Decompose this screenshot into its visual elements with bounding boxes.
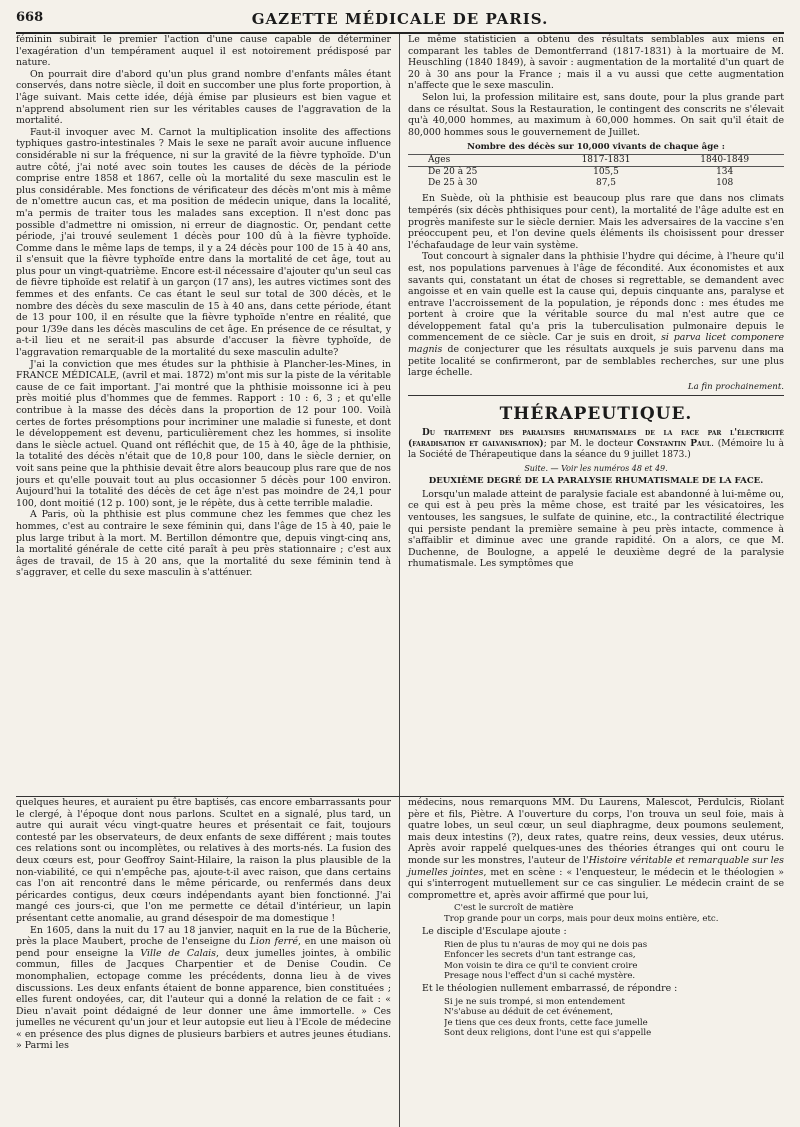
table-header-cell: 1840-1849 <box>700 155 750 166</box>
table-row <box>408 178 784 189</box>
lower-left-column <box>16 797 400 1127</box>
paragraph: Lorsqu'un malade atteint de paralysie faciale est abandonné à lui-même ou, ce qui est à peu près la même chose, est traité par les vésicatoires, les ventouses, les sangsues, le sulfate de quinine, etc., la contractilité électrique qui persiste pendant la première semaine à peu près intacte, commence à s'affaiblir et diminue avec une grande rapidité. On a alors, ce que M. Duchenne, de Boulogne, a appelé le deuxième degré de la paralysie rhumatismale. Les symptômes que <box>408 488 784 570</box>
text-run: , en une maison où pend pour enseigne la <box>16 936 392 959</box>
article-title <box>408 428 784 461</box>
paragraph: féminin subirait le premier l'action d'une cause capable de déterminer l'exagération d'un tempérament auquel il est notoirement prédisposé par nature. <box>16 34 391 69</box>
page-number: 668 <box>16 10 44 25</box>
paragraph: Faut-il invoquer avec M. Carnot la multiplication insolite des affections typhiques gastro-intestinales ? Mais le sexe ne paraît avoir aucune influence considérable ni sur la fréquence, ni sur la gravité de la fièvre typhoïde. D'un autre côté, j'ai noté avec soin toutes les causes de décès de la période comprise entre 1858 et 1867, celle où la mortalité du sexe masculin est le plus considérable. Mes fonctions de vérificateur des décès m'ont mis à même de n'omettre aucun cas, et ma position de médecin unique, dans la localité, m'a permis de traiter tous les malades sans exception. Il n'est donc pas possible d'admettre ni omission, ni erreur de diagnostic. Or, pendant cette période, j'ai trouvé seulement 1 décès pour 100 dû à la fièvre typhoïde. Comme dans le même laps de temps, il y a 24 décès pour 100 de 15 à 40 ans, il s'ensuit que la fièvre typhoïde entre dans la mortalité de cet âge, tout au plus pour un vingt-quatrième. Encore est-il nécessaire d'ajouter qu'un seul cas de fièvre tiphoïde est relatif à un garçon (17 ans), les autres victimes sont des femmes et des enfants. Ce cas étant le seul sur total de 300 décès, et le nombre des décès du sexe masculin de 15 à 40 ans, dans cette période, étant de 13 pour 100, il en résulte que la fièvre typhoïde n'entre en réalité, que pour 1/39e dans les décès masculins de cet âge. En présence de ce résultat, y a-t-il lieu et ne serait-il pas absurde d'accuser la fièvre typhoïde, de l'aggravation remarquable de la mortalité du sexe masculin adulte? <box>16 126 392 359</box>
subheading: DEUXIÈME DEGRÉ DE LA PARALYSIE RHUMATISMALE DE LA FACE. <box>428 475 764 486</box>
table-header-cell: 1817-1831 <box>581 155 631 166</box>
text-run: , met en scène : « l'enquesteur, le médecin et le théologien » qui s'interrogent mutuellement sur ce cas singulier. Le médecin craint de se compromettre et, après avoir affirmé que pour lui, <box>408 866 784 901</box>
latin-quote: si parva licet componere magnis <box>408 332 784 356</box>
sign-name: Lion ferré <box>249 936 299 948</box>
upper-left-column <box>16 34 400 796</box>
paragraph: En Suède, où la phthisie est beaucoup plus rare que dans nos climats tempérés (six décès phthisiques pour cent), la mortalité de l'âge adulte est en progrès manifeste sur le siècle dernier. Mais les adversaires de la vaccine s'en préoccupent peu, et l'on devine quels éléments ils choisissent pour dresser l'échafaudage de leur vain système. <box>408 193 784 251</box>
verse-line: Enfoncer les secrets d'un tant estrange cas, <box>444 950 636 961</box>
text-run: J'ai la conviction que mes études sur la phthisie à Plancher-les-Mines, in <box>30 358 391 370</box>
journal-reference: FRANCE MÉDICALE <box>16 370 117 382</box>
book-title: Histoire véritable et remarquable sur les jumelles jointes <box>408 854 784 878</box>
lower-right-column <box>400 797 784 1127</box>
table-cell: De 20 à 25 <box>428 167 478 178</box>
upper-section <box>16 34 784 797</box>
text-run: médecins, nous remarquons MM. Du Laurens, Malescot, Perdulcis, Riolant père et fils, Piètre. A l'ouverture du corps, l'on trouva un seul foie, mais à quatre lobes, un seul cœur, un seul diaphragme, deux poumons seulement, mais deux intestins (?), deux rates, quatre reins, deux vessies, deux utérus. Après avoir rappelé quelques-unes des théories étranges qui ont couru le monde sur les monstres, l'auteur de l' <box>408 797 784 866</box>
text-run: de conjecturer que les résultats auxquels je suis parvenu dans ma petite localité se confirmeront, par de semblables recherches, sur une plus large échelle. <box>408 344 784 379</box>
verse-block <box>444 997 784 1039</box>
sign-name: Ville de Calais <box>140 947 216 959</box>
table-row <box>408 167 784 178</box>
verse-line: Mon voisin te dira ce qu'il te convient croire <box>444 960 638 971</box>
text-run: . (Mémoire lu à la Société de Thérapeutique dans la séance du 9 juillet 1873.) <box>408 438 784 460</box>
table-header-row <box>408 155 784 167</box>
verse-line: Trop grande pour un corps, mais pour deux moins entière, etc. <box>444 913 719 924</box>
author-name: Constantin Paul <box>636 438 712 449</box>
table-caption: Nombre des décès sur 10,000 vivants de chaque âge : <box>408 142 784 155</box>
paragraph: Le disciple d'Esculape ajoute : <box>422 926 567 938</box>
text-run: , deux jumelles jointes, à ombilic commun, filles de Jacques Charpentier et de Denise Coudin. Ce monomphalien, ectopage comme les précédents, donna lieu à de vives discussions. Les deux enfants étaient de bonne apparence, bien constituées ; elles furent ondoyées, car, dit l'auteur qui a donné la relation de ce fait : « Dieu n'avait point dédaigné de leur donner une âme immortelle. » Ces jumelles ne vécurent qu'un jour et leur autopsie eut lieu à l'Ecole de médecine « en présence des plus dignes de plusieurs barbiers et autres jeunes étudians. » Parmi les <box>16 947 392 1052</box>
verse-line: Rien de plus tu n'auras de moy qui ne dois pas <box>444 939 648 950</box>
paragraph <box>16 925 391 1053</box>
verse-block <box>444 903 784 924</box>
paragraph <box>408 251 784 379</box>
table-header-cell: Ages <box>428 155 451 166</box>
verse-line: Sont deux religions, dont l'une est qui s'appelle <box>444 1028 652 1039</box>
journal-title: GAZETTE MÉDICALE DE PARIS. <box>251 10 549 28</box>
text-run: ; par M. le docteur <box>543 438 637 449</box>
paragraph: quelques heures, et auraient pu être baptisés, cas encore embarrassants pour le clergé, à l'époque dont nous parlons. Scultet en a signalé, plus tard, un autre qui aurait vécu vingt-quatre heures et présentait ce fait, toujours contesté par les observateurs, de deux enfants de sexe différent ; mais toutes ces relations sont ou incomplètes, ou relatives à des morts-nés. La fusion des deux cœurs est, pour Geoffroy Saint-Hilaire, la raison la plus plausible de la non-viabilité, ce qui n'empêche pas, ajoute-t-il avec raison, que dans certains cas l'on ait rencontré dans le même péricarde, ou renfermés dans deux péricardes contigus, deux cœurs indépendants ayant bien fonctionné. J'ai mangé ces jours-ci, que l'on me permette ce détail d'intérieur, un lapin présentant cette anomalie, au grand désespoir de ma domestique ! <box>16 797 391 924</box>
table-cell: De 25 à 30 <box>428 178 478 189</box>
verse-line: C'est le surcroît de matière <box>454 903 574 914</box>
text-run: En 1605, dans la nuit du 17 au 18 janvier, naquit en la rue de la Bûcherie, près la place Maubert, proche de l'enseigne du <box>16 924 391 948</box>
paragraph: A Paris, où la phthisie est plus commune chez les femmes que chez les hommes, c'est au contraire le sexe féminin qui, dans l'âge de 15 à 40, paie le plus large tribut à la mort. M. Bertillon démontre que, depuis vingt-cinq ans, la mortalité générale de cette cité paraît à peu près stationnaire ; c'est aux âges de travail, de 15 à 20 ans, que la mortalité du sexe féminin tend à s'aggraver, et celle du sexe masculin à s'atténuer. <box>16 509 391 579</box>
article-title-main: Du traitement des paralysies rhumatismales de la face par l'électricité (faradisation et galvanisation) <box>408 427 784 449</box>
table-cell: 134 <box>716 167 734 178</box>
table-cell: 108 <box>716 178 734 189</box>
lower-section <box>16 797 784 1127</box>
mortality-table <box>408 142 784 189</box>
text-run: Tout concourt à signaler dans la phthisie l'hydre qui décime, à l'heure qu'il est, nos populations parvenues à l'âge de fécondité. Aux économistes et aux savants qui, constatant un état de choses si regrettable, se demandent avec angoisse et en vain quelle est la cause qui, depuis cinquante ans, paralyse et entrave l'accroissement de la population, je réponds donc : mes études me portent à croire que la véritable source du mal n'est autre que ce développement fatal qu'a pris la tuberculisation pulmonaire depuis le commencement de ce siècle. Car je suis en droit, <box>408 251 784 344</box>
paragraph: On pourrait dire d'abord qu'un plus grand nombre d'enfants mâles étant conservés, dans notre siècle, il doit en succomber une plus forte proportion, à l'âge suivant. Mais cette idée, déjà émise par plusieurs est bien vague et n'apprend absolument rien sur les véritables causes de l'aggravation de la mortalité. <box>16 68 391 127</box>
verse-line: Je tiens que ces deux fronts, cette face jumelle <box>444 1017 648 1028</box>
continuation-note: Suite. — Voir les numéros 48 et 49. <box>524 463 668 473</box>
paragraph: Et le théologien nullement embarrassé, de répondre : <box>422 983 678 995</box>
to-be-continued: La fin prochainement. <box>408 382 784 396</box>
paragraph: Selon lui, la profession militaire est, sans doute, pour la plus grande part dans ce résultat. Sous la Restauration, le contingent des conscrits ne s'élevait qu'à 40,000 hommes, au maximum à 60,000 hommes. On sait qu'il était de 80,000 hommes sous le gouvernement de Juillet. <box>408 91 784 138</box>
verse-block <box>444 940 784 982</box>
text-run: , (avril et mai. 1872) m'ont mis sur la piste de la véritable cause de ce fait important. J'ai montré que la phthisie moissonne ici à peu près moitié plus d'hommes que de femmes. Rapport : 10 : 6, 3 ; et qu'elle contribue à la masse des décès dans la proportion de 12 pour 100. Voilà certes de fortes présomptions pour incriminer une maladie si funeste, et dont le développement est devenu, particulièrement chez les hommes, si insolite dans le siècle actuel. Quand ont réfléchit que, de 15 à 40, âge de la phthisie, la totalité des décès n'était que de 10,8 pour 100, dans le siècle dernier, on voit sans peine que la phthisie devait être alors beaucoup plus rare que de nos jours et qu'elle pouvait tout au plus occasionner 5 décès pour 100 environ. Aujourd'hui la totalité des décès de cet âge n'est pas moindre de 24,1 pour 100, dont moitié (12 p. 100) sont, je le répète, dus à cette terrible maladie. <box>16 370 391 509</box>
paragraph: Le même statisticien a obtenu des résultats semblables aux miens en comparant les tables de Demontferrand (1817-1831) à la mortuaire de M. Heuschling (1840 1849), à savoir : augmentation de la mortalité d'un quart de 20 à 30 ans pour la France ; mais il a vu aussi que cette augmentation n'affecte que le sexe masculin. <box>408 34 784 92</box>
upper-right-column <box>400 34 784 796</box>
page-header <box>16 10 784 34</box>
section-title: THÉRAPEUTIQUE. <box>499 403 693 424</box>
table-cell: 105,5 <box>593 167 619 178</box>
verse-line: Presage nous l'effect d'un si caché mystère. <box>444 970 636 981</box>
table-cell: 87,5 <box>595 178 617 189</box>
paragraph <box>408 797 784 901</box>
paragraph <box>16 359 391 510</box>
verse-line: Si je ne suis trompé, si mon entendement <box>444 996 625 1007</box>
verse-line: N's'abuse au déduit de cet événement, <box>444 1007 613 1018</box>
